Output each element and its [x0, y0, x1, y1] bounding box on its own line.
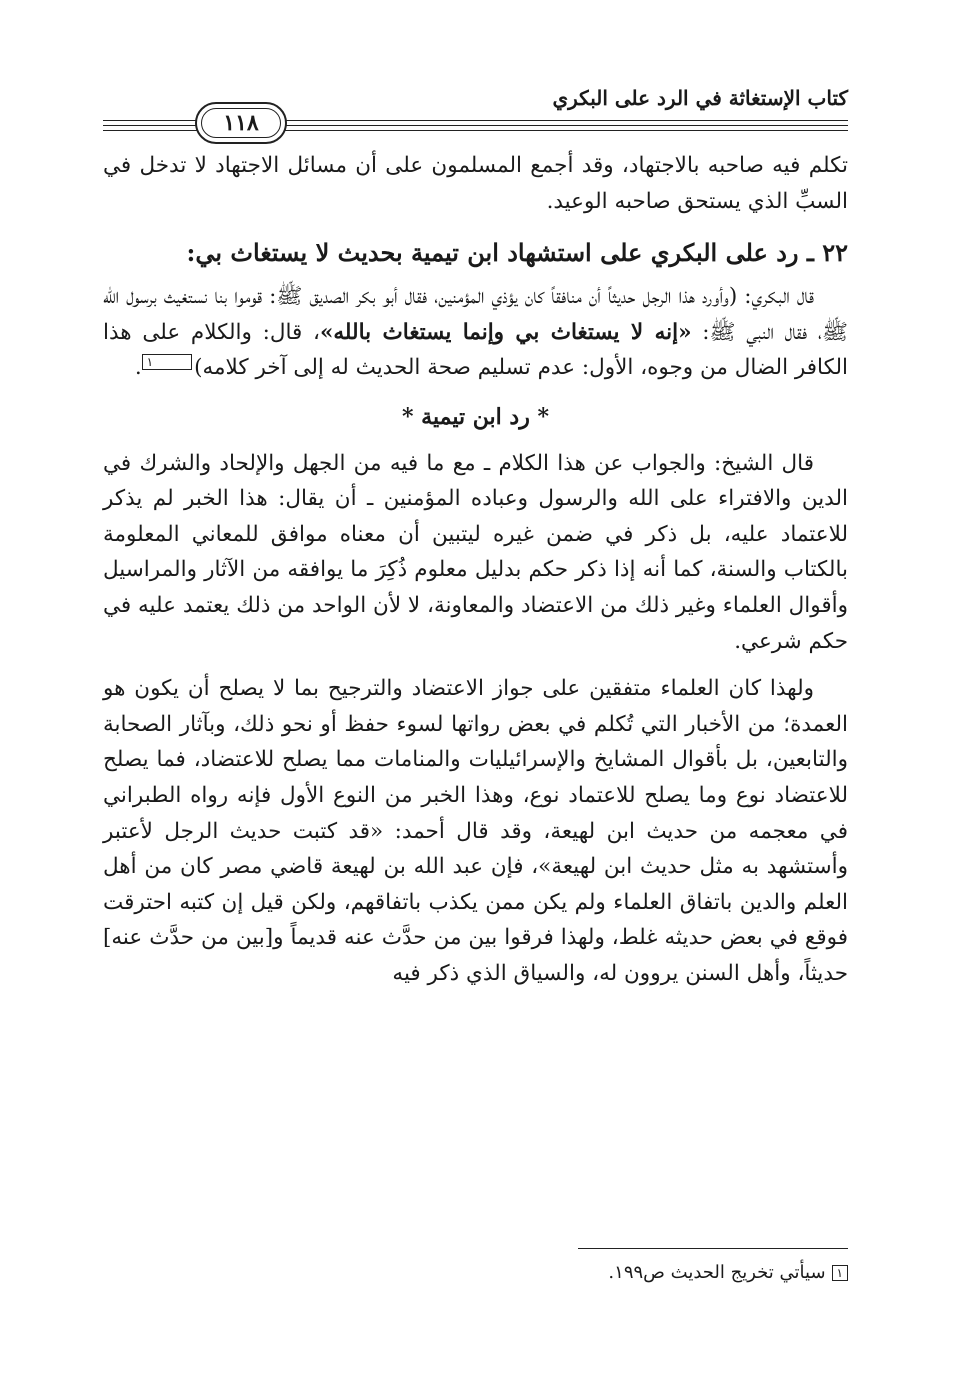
page-number: ١١٨ [223, 110, 259, 136]
footnote [608, 1262, 848, 1283]
footnote-number: ١ [832, 1265, 848, 1281]
main-text [103, 148, 848, 991]
paragraph-continuation: تكلم فيه صاحبه بالاجتهاد، وقد أجمع المسلمون على أن مسائل الاجتهاد لا تدخل في السبِّ الذي يستحق صاحبه الوعيد. [103, 153, 848, 214]
subheading-ibn-taymiyya-reply: * رد ابن تيمية * [402, 403, 549, 430]
hadith-quote: «إنه لا يستغاث بي وإنما يستغاث بالله» [319, 319, 692, 345]
footnote-text: سيأتي تخريج الحديث ص١٩٩. [608, 1262, 826, 1283]
running-title: كتاب الإستغاثة في الرد على البكري [552, 86, 848, 110]
bakri-quote-intro: قال البكري: (وأورد هذا الرجل حديثاً أن منافقاً كان يؤذي المؤمنين، فقال أبو بكر الصديق ﷺ: قوموا بنا نستغيث برسول الله ﷺ، فقال النبي ﷺ: [103, 284, 848, 345]
footnote-separator [578, 1248, 848, 1249]
footnote-reference[interactable]: ١ [142, 354, 192, 370]
page-header [103, 82, 848, 136]
page-number-frame [195, 102, 287, 144]
paragraph-bakri-quote [103, 279, 848, 386]
bakri-quote-rest: ، قال: والكلام على هذا الكافر الضال من وجوه، الأول: عدم تسليم صحة الحديث له إلى آخر كلامه) [103, 319, 848, 381]
section-heading: ٢٢ ـ رد على البكري على استشهاد ابن تيمية بحديث لا يستغاث بي: [186, 238, 848, 268]
paragraph-sheikh-reply: قال الشيخ: والجواب عن هذا الكلام ـ مع ما فيه من الجهل والإلحاد والشرك في الدين والافتراء على الله والرسول وعباده المؤمنين ـ أن يقال: هذا الخبر لم يذكر للاعتماد عليه، بل ذكر في ضمن غيره ليتبين أن معناه موافق للمعاني المعلومة بالكتاب والسنة، كما أنه إذا ذكر حكم بدليل معلوم ذُكِرَ ما يوافقه من الآثار والمراسيل وأقوال العلماء وغير ذلك من الاعتضاد والمعاونة، لا لأن الواحد من ذلك يعتمد عليه في حكم شرعي. [103, 450, 848, 654]
paragraph-scholars: ولهذا كان العلماء متفقين على جواز الاعتضاد والترجيح بما لا يصلح أن يكون هو العمدة؛ من الأخبار التي تُكلم في بعض رواتها لسوء حفظ أو نحو ذلك، وبآثار الصحابة والتابعين، بل بأقوال المشايخ والإسرائيليات والمنامات مما يصلح للاعتضاد، فما يصلح للاعتضاد نوع وما يصلح للاعتماد نوع، وهذا الخبر من النوع الأول فإنه رواه الطبراني في معجمه من حديث ابن لهيعة، وقد قال أحمد: «قد كتبت حديث الرجل لأعتبر وأستشهد به مثل حديث ابن لهيعة»، فإن عبد الله بن لهيعة قاضي مصر كان من أهل العلم والدين باتفاق العلماء ولم يكن ممن يكذب باتفاقهم، ولكن قيل إن كتبه احترقت فوقع في بعض حديثه غلط، ولهذا فرقوا بين من حدَّث عنه قديماً و[بين من حدَّث عنه] حديثاً، وأهل السنن يروون له، والسياق الذي ذكر فيه [103, 676, 848, 986]
bakri-quote-end: . [134, 355, 142, 381]
